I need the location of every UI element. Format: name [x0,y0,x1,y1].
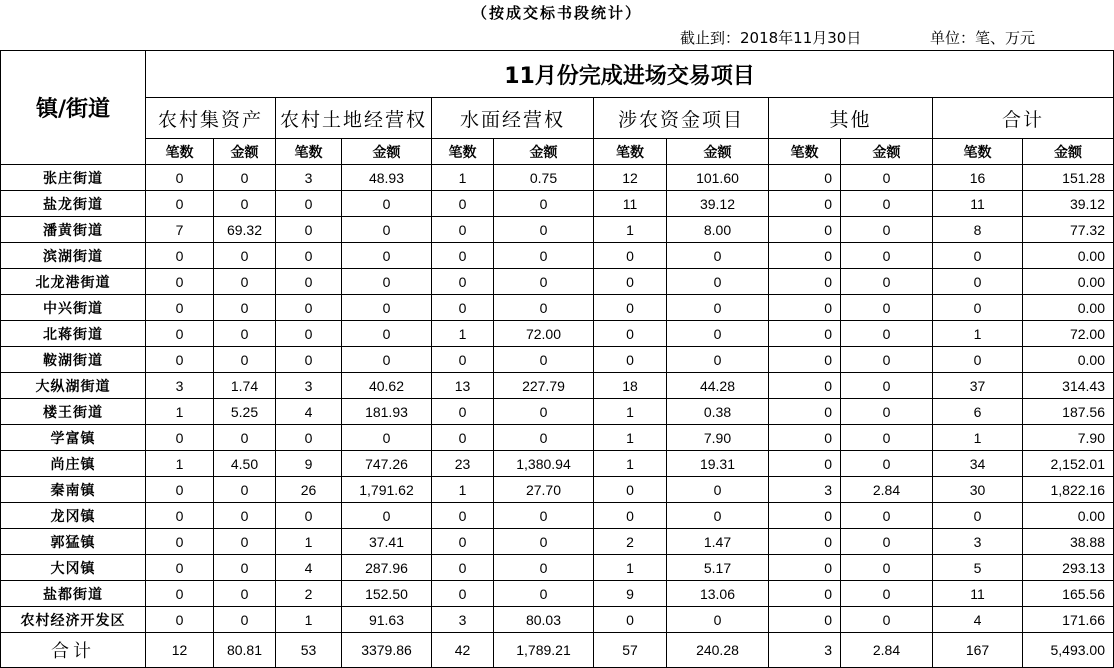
amount-cell: 0 [841,425,933,451]
amount-cell: 0 [494,217,594,243]
amount-cell: 1.47 [667,529,769,555]
count-cell: 0 [276,191,342,217]
amount-cell: 0 [667,503,769,529]
count-cell: 0 [933,269,1023,295]
amount-header: 金额 [214,139,276,165]
count-cell: 3 [769,477,841,503]
count-cell: 0 [594,321,667,347]
amount-cell: 0 [841,217,933,243]
table-row [1,503,1114,529]
count-cell: 0 [432,269,494,295]
town-name: 郭猛镇 [1,529,146,555]
count-cell: 0 [432,529,494,555]
amount-cell: 0 [214,295,276,321]
amount-cell: 27.70 [494,477,594,503]
count-cell: 0 [276,243,342,269]
amount-cell: 0 [214,191,276,217]
amount-cell: 0 [214,607,276,633]
amount-cell: 7.90 [1023,425,1114,451]
count-cell: 1 [594,425,667,451]
count-cell: 30 [933,477,1023,503]
count-cell: 1 [432,321,494,347]
amount-cell: 287.96 [342,555,432,581]
amount-cell: 187.56 [1023,399,1114,425]
amount-cell: 0 [494,425,594,451]
count-header: 笔数 [933,139,1023,165]
amount-cell: 19.31 [667,451,769,477]
amount-cell: 0 [494,191,594,217]
table-row [1,451,1114,477]
as-of-date: 截止到：2018年11月30日 [680,29,862,47]
amount-cell: 0 [667,243,769,269]
amount-cell: 0 [841,295,933,321]
category-header: 涉农资金项目 [594,98,769,139]
amount-cell: 0 [841,451,933,477]
count-cell: 0 [769,555,841,581]
amount-header: 金额 [841,139,933,165]
town-header: 镇/街道 [1,51,146,165]
report-note [0,26,1114,50]
count-cell: 11 [594,191,667,217]
count-cell: 0 [594,243,667,269]
count-cell: 3 [933,529,1023,555]
table-main-title: 11月份完成进场交易项目 [146,51,1114,98]
count-cell: 0 [933,243,1023,269]
count-cell: 0 [769,243,841,269]
amount-cell: 0 [214,243,276,269]
count-cell: 42 [432,633,494,668]
count-cell: 3 [276,373,342,399]
amount-cell: 0.00 [1023,347,1114,373]
amount-cell: 0 [342,269,432,295]
count-cell: 0 [146,321,214,347]
amount-cell: 165.56 [1023,581,1114,607]
category-header: 合计 [933,98,1114,139]
table-row [1,529,1114,555]
amount-cell: 0 [214,425,276,451]
category-header: 农村土地经营权 [276,98,432,139]
category-header: 农村集资产 [146,98,276,139]
count-cell: 0 [146,191,214,217]
count-cell: 0 [146,243,214,269]
table-row [1,269,1114,295]
count-cell: 0 [432,295,494,321]
amount-cell: 0 [841,191,933,217]
amount-cell: 37.41 [342,529,432,555]
count-cell: 0 [594,503,667,529]
amount-cell: 0.00 [1023,243,1114,269]
amount-cell: 72.00 [1023,321,1114,347]
amount-cell: 0 [342,217,432,243]
amount-cell: 0 [494,243,594,269]
count-cell: 8 [933,217,1023,243]
amount-cell: 0 [214,503,276,529]
count-header: 笔数 [432,139,494,165]
amount-cell: 77.32 [1023,217,1114,243]
count-cell: 1 [146,451,214,477]
count-cell: 0 [146,477,214,503]
amount-cell: 227.79 [494,373,594,399]
town-name: 北龙港街道 [1,269,146,295]
count-cell: 0 [432,425,494,451]
town-name: 北蒋街道 [1,321,146,347]
count-cell: 0 [594,477,667,503]
count-cell: 0 [146,425,214,451]
count-cell: 0 [276,503,342,529]
count-cell: 0 [769,581,841,607]
amount-cell: 0 [494,295,594,321]
count-cell: 9 [594,581,667,607]
amount-cell: 72.00 [494,321,594,347]
count-cell: 0 [276,425,342,451]
town-name: 龙冈镇 [1,503,146,529]
table-row [1,425,1114,451]
count-cell: 57 [594,633,667,668]
amount-cell: 0 [667,607,769,633]
count-cell: 3 [276,165,342,191]
count-cell: 0 [933,295,1023,321]
count-cell: 0 [146,165,214,191]
count-cell: 0 [276,217,342,243]
amount-cell: 0 [494,503,594,529]
count-cell: 7 [146,217,214,243]
count-cell: 0 [146,347,214,373]
count-header: 笔数 [146,139,214,165]
amount-cell: 0 [214,321,276,347]
count-cell: 0 [146,581,214,607]
amount-cell: 0 [214,555,276,581]
count-cell: 0 [432,503,494,529]
count-cell: 2 [594,529,667,555]
count-cell: 1 [432,165,494,191]
amount-cell: 0.00 [1023,295,1114,321]
amount-cell: 0 [214,165,276,191]
count-cell: 12 [146,633,214,668]
amount-cell: 101.60 [667,165,769,191]
amount-cell: 3379.86 [342,633,432,668]
town-name: 大纵湖街道 [1,373,146,399]
count-cell: 0 [276,269,342,295]
count-cell: 0 [432,243,494,269]
amount-cell: 48.93 [342,165,432,191]
amount-cell: 0 [667,347,769,373]
count-header: 笔数 [276,139,342,165]
table-row [1,217,1114,243]
total-row [1,633,1114,668]
amount-cell: 0 [841,243,933,269]
amount-cell: 39.12 [1023,191,1114,217]
count-cell: 0 [769,347,841,373]
count-cell: 0 [594,295,667,321]
amount-cell: 151.28 [1023,165,1114,191]
amount-header: 金额 [1023,139,1114,165]
category-header-row [1,98,1114,139]
amount-cell: 0 [342,191,432,217]
amount-cell: 69.32 [214,217,276,243]
amount-cell: 1,791.62 [342,477,432,503]
unit-label: 单位：笔、万元 [930,29,1036,47]
count-cell: 0 [594,269,667,295]
amount-cell: 0.00 [1023,269,1114,295]
count-cell: 9 [276,451,342,477]
count-cell: 0 [432,217,494,243]
count-cell: 0 [769,503,841,529]
count-cell: 0 [769,191,841,217]
count-cell: 0 [432,399,494,425]
count-cell: 1 [933,425,1023,451]
amount-cell: 0 [214,269,276,295]
count-cell: 3 [146,373,214,399]
count-cell: 4 [276,399,342,425]
amount-cell: 0 [841,373,933,399]
amount-cell: 0 [841,399,933,425]
town-name: 楼王街道 [1,399,146,425]
count-cell: 0 [432,347,494,373]
town-name: 张庄街道 [1,165,146,191]
count-cell: 0 [933,347,1023,373]
amount-cell: 0 [342,503,432,529]
count-header: 笔数 [769,139,841,165]
town-name: 中兴街道 [1,295,146,321]
amount-header: 金额 [494,139,594,165]
count-cell: 18 [594,373,667,399]
amount-cell: 0 [841,347,933,373]
amount-cell: 0 [494,347,594,373]
table-row [1,165,1114,191]
count-cell: 53 [276,633,342,668]
count-cell: 1 [594,555,667,581]
count-cell: 0 [432,581,494,607]
amount-cell: 5.17 [667,555,769,581]
amount-cell: 0 [494,555,594,581]
table-row [1,477,1114,503]
count-cell: 1 [276,529,342,555]
count-cell: 1 [933,321,1023,347]
amount-cell: 181.93 [342,399,432,425]
count-cell: 13 [432,373,494,399]
count-cell: 0 [769,217,841,243]
table-row [1,373,1114,399]
count-cell: 0 [769,165,841,191]
amount-header: 金额 [342,139,432,165]
table-row [1,555,1114,581]
amount-cell: 8.00 [667,217,769,243]
amount-cell: 1,380.94 [494,451,594,477]
amount-cell: 2.84 [841,477,933,503]
town-name: 潘黄街道 [1,217,146,243]
count-cell: 4 [276,555,342,581]
table-row [1,347,1114,373]
count-cell: 0 [146,503,214,529]
amount-cell: 0 [342,425,432,451]
count-cell: 1 [594,451,667,477]
town-name: 盐都街道 [1,581,146,607]
count-cell: 4 [933,607,1023,633]
count-cell: 11 [933,581,1023,607]
count-cell: 1 [146,399,214,425]
amount-cell: 0 [342,347,432,373]
amount-cell: 0 [342,243,432,269]
count-cell: 3 [769,633,841,668]
amount-cell: 0.38 [667,399,769,425]
report-subtitle: （按成交标书段统计） [471,4,642,22]
count-cell: 2 [276,581,342,607]
count-cell: 0 [146,555,214,581]
amount-cell: 0 [841,269,933,295]
amount-cell: 44.28 [667,373,769,399]
amount-cell: 0 [214,529,276,555]
count-cell: 0 [146,295,214,321]
amount-cell: 0 [841,555,933,581]
town-name: 大冈镇 [1,555,146,581]
count-cell: 0 [769,269,841,295]
count-cell: 0 [146,529,214,555]
amount-cell: 1,789.21 [494,633,594,668]
count-cell: 0 [769,373,841,399]
count-cell: 0 [276,295,342,321]
count-cell: 0 [276,321,342,347]
amount-cell: 171.66 [1023,607,1114,633]
town-name: 鞍湖街道 [1,347,146,373]
amount-cell: 38.88 [1023,529,1114,555]
amount-cell: 39.12 [667,191,769,217]
amount-cell: 0 [841,165,933,191]
count-cell: 0 [933,503,1023,529]
amount-cell: 240.28 [667,633,769,668]
amount-cell: 0 [667,321,769,347]
subheader-row [1,139,1114,165]
count-cell: 0 [769,529,841,555]
count-cell: 0 [432,555,494,581]
total-label: 合计 [1,633,146,668]
amount-cell: 0 [667,269,769,295]
amount-cell: 0 [342,321,432,347]
count-cell: 23 [432,451,494,477]
table-row [1,581,1114,607]
transactions-table [0,50,1114,668]
amount-cell: 2.84 [841,633,933,668]
amount-cell: 0 [667,295,769,321]
amount-cell: 293.13 [1023,555,1114,581]
town-name: 盐龙街道 [1,191,146,217]
amount-header: 金额 [667,139,769,165]
count-cell: 0 [769,425,841,451]
count-cell: 0 [769,451,841,477]
amount-cell: 747.26 [342,451,432,477]
amount-cell: 0 [342,295,432,321]
table-row [1,243,1114,269]
count-cell: 34 [933,451,1023,477]
amount-cell: 0.75 [494,165,594,191]
count-cell: 0 [769,607,841,633]
amount-cell: 0 [841,503,933,529]
amount-cell: 80.03 [494,607,594,633]
town-name: 秦南镇 [1,477,146,503]
count-cell: 0 [769,295,841,321]
count-cell: 0 [769,321,841,347]
amount-cell: 5,493.00 [1023,633,1114,668]
amount-cell: 0 [214,581,276,607]
amount-cell: 0 [841,607,933,633]
count-cell: 0 [146,269,214,295]
amount-cell: 5.25 [214,399,276,425]
amount-cell: 7.90 [667,425,769,451]
amount-cell: 1.74 [214,373,276,399]
count-cell: 26 [276,477,342,503]
amount-cell: 2,152.01 [1023,451,1114,477]
category-header: 其他 [769,98,933,139]
count-cell: 37 [933,373,1023,399]
amount-cell: 80.81 [214,633,276,668]
amount-cell: 0 [667,477,769,503]
count-cell: 12 [594,165,667,191]
table-row [1,399,1114,425]
count-cell: 1 [594,399,667,425]
count-cell: 1 [276,607,342,633]
amount-cell: 0.00 [1023,503,1114,529]
amount-cell: 0 [494,581,594,607]
count-cell: 1 [432,477,494,503]
amount-cell: 314.43 [1023,373,1114,399]
town-name: 尚庄镇 [1,451,146,477]
count-cell: 0 [769,399,841,425]
count-cell: 0 [146,607,214,633]
table-body [1,165,1114,668]
amount-cell: 152.50 [342,581,432,607]
amount-cell: 40.62 [342,373,432,399]
count-cell: 0 [276,347,342,373]
amount-cell: 0 [841,529,933,555]
table-row [1,607,1114,633]
table-row [1,191,1114,217]
town-name: 滨湖街道 [1,243,146,269]
amount-cell: 0 [841,321,933,347]
count-cell: 11 [933,191,1023,217]
town-name: 农村经济开发区 [1,607,146,633]
count-cell: 0 [594,607,667,633]
amount-cell: 0 [494,399,594,425]
count-cell: 0 [432,191,494,217]
count-cell: 5 [933,555,1023,581]
table-row [1,295,1114,321]
count-cell: 3 [432,607,494,633]
count-cell: 167 [933,633,1023,668]
count-cell: 0 [594,347,667,373]
count-cell: 16 [933,165,1023,191]
category-header: 水面经营权 [432,98,594,139]
count-cell: 6 [933,399,1023,425]
amount-cell: 91.63 [342,607,432,633]
amount-cell: 13.06 [667,581,769,607]
amount-cell: 4.50 [214,451,276,477]
amount-cell: 0 [214,347,276,373]
count-cell: 1 [594,217,667,243]
count-header: 笔数 [594,139,667,165]
amount-cell: 0 [214,477,276,503]
amount-cell: 0 [494,269,594,295]
town-name: 学富镇 [1,425,146,451]
amount-cell: 0 [841,581,933,607]
amount-cell: 0 [494,529,594,555]
amount-cell: 1,822.16 [1023,477,1114,503]
table-row [1,321,1114,347]
